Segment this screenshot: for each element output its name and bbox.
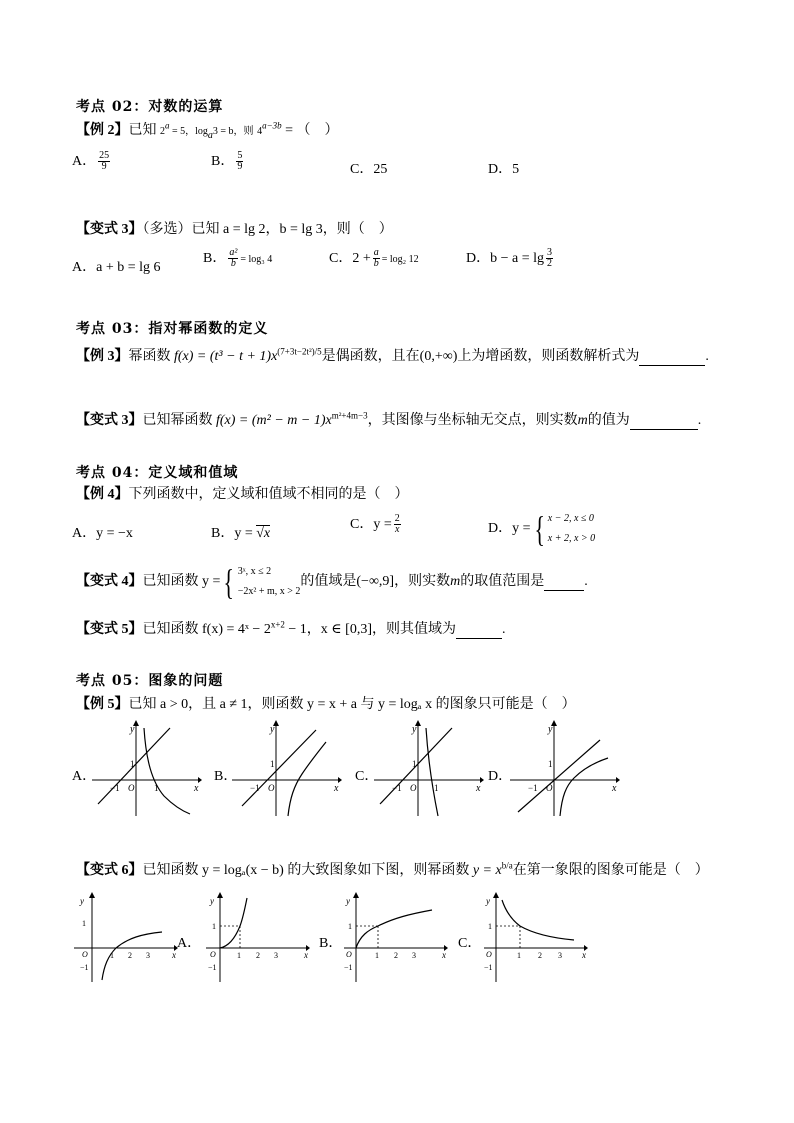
fraction: $\frac{2}{x}$: [394, 512, 400, 536]
svg-text:O: O: [546, 783, 553, 793]
svg-text:y: y: [80, 896, 84, 906]
graph-given-log: [72, 892, 178, 984]
fraction: $\frac{a}{b}$: [373, 246, 379, 270]
svg-text:O: O: [128, 783, 135, 793]
svg-text:x: x: [442, 950, 446, 960]
svg-text:−1: −1: [392, 783, 402, 793]
graph-option-a-power: [204, 892, 310, 984]
option-c[interactable]: C．2 + $\frac{a}{b}$ = log₂ 12: [329, 246, 419, 270]
svg-text:3: 3: [146, 951, 150, 960]
svg-text:x: x: [582, 950, 586, 960]
svg-text:y: y: [346, 896, 350, 906]
svg-text:y: y: [130, 724, 135, 735]
svg-text:y: y: [412, 724, 417, 735]
option-a[interactable]: A．y = −x: [72, 526, 133, 541]
graph-option-c: [372, 720, 484, 820]
svg-text:1: 1: [548, 759, 553, 769]
option-b[interactable]: B．: [319, 936, 343, 951]
option-c[interactable]: C．: [458, 936, 482, 951]
variant-4-question: 【变式 4】已知函数 y ={ 3ˣ, x ≤ 2 −2x² + m, x > 2 的值域是(−∞,9]，则实数m的取值范围是 .: [76, 562, 588, 602]
svg-text:O: O: [82, 950, 88, 959]
svg-text:1: 1: [110, 951, 114, 960]
svg-text:−1: −1: [484, 963, 493, 972]
graph-option-d: [508, 720, 620, 820]
option-d[interactable]: D．y ={ x − 2, x ≤ 0 x + 2, x > 0: [488, 509, 596, 549]
svg-text:−1: −1: [110, 783, 120, 793]
graph-option-b-power: [342, 892, 448, 984]
svg-text:−1: −1: [208, 963, 217, 972]
option-c[interactable]: C．y = $\frac{2}{x}$: [350, 512, 400, 536]
option-d[interactable]: D．b − a = lg $\frac{3}{2}$: [466, 246, 553, 270]
answer-blank[interactable]: [630, 413, 698, 430]
svg-text:2: 2: [256, 951, 260, 960]
svg-text:x: x: [172, 950, 176, 960]
svg-text:y: y: [548, 724, 553, 735]
svg-text:3: 3: [558, 951, 562, 960]
svg-text:−1: −1: [80, 963, 89, 972]
example-5-question: 【例 5】已知 a > 0，且 a ≠ 1，则函数 y = x + a 与 y = logₐ x 的图象只可能是（ ）: [76, 697, 576, 712]
svg-text:1: 1: [348, 922, 352, 931]
svg-text:x: x: [612, 783, 617, 794]
brace: {: [223, 562, 235, 602]
option-a[interactable]: A． $\frac{25}{9}$: [72, 149, 110, 173]
option-c[interactable]: C．25: [350, 162, 388, 177]
svg-text:1: 1: [517, 951, 521, 960]
svg-text:2: 2: [538, 951, 542, 960]
svg-text:1: 1: [434, 783, 439, 793]
fraction: $\frac{3}{2}$: [547, 246, 553, 270]
example-2-question: 【例 2】已知 $2^a = 5$，$\log_a3 = b$，则 $4^{a-3b}$ = （ ）: [76, 120, 339, 141]
option-b[interactable]: B．: [214, 769, 238, 784]
variant-3b-question: 【变式 3】已知幂函数 $f(x) = (m^2 - m - 1)x^{m^2+4m-3}$，其图像与坐标轴无交点，则实数m的值为 .: [76, 410, 702, 428]
graph-option-c-power: [482, 892, 588, 984]
option-b[interactable]: B． $\frac{\text{a²}}{b}$ = log₃ 4: [203, 246, 273, 270]
svg-text:x: x: [194, 783, 199, 794]
variant-5-question: 【变式 5】已知函数 f(x) = 4ˣ − $2^{x+2} - 1$，x ∈ [0,3]，则其值域为 .: [76, 619, 506, 637]
svg-text:O: O: [210, 950, 216, 959]
svg-text:y: y: [486, 896, 490, 906]
option-a[interactable]: A．a + b = lg 6: [72, 260, 161, 275]
svg-text:1: 1: [154, 783, 159, 793]
example-4-question: 【例 4】下列函数中，定义域和值域不相同的是（ ）: [76, 487, 409, 502]
svg-text:O: O: [410, 783, 417, 793]
svg-text:1: 1: [270, 759, 275, 769]
option-c[interactable]: C．: [355, 769, 379, 784]
option-a[interactable]: A．: [177, 936, 202, 951]
svg-text:−1: −1: [528, 783, 538, 793]
answer-blank[interactable]: [456, 622, 502, 639]
brace: {: [533, 509, 545, 549]
svg-text:O: O: [346, 950, 352, 959]
option-b[interactable]: B．y = √x: [211, 526, 271, 541]
example-3-question: 【例 3】幂函数 $f(x) = (t^3 - t + 1)x^{(7+3t-2t^2)/5}$是偶函数，且在(0,+∞)上为增函数，则函数解析式为 .: [76, 346, 709, 364]
svg-text:O: O: [486, 950, 492, 959]
option-b[interactable]: B． $\frac{5}{9}$: [211, 149, 243, 173]
svg-text:1: 1: [237, 951, 241, 960]
option-d[interactable]: D．: [488, 769, 513, 784]
example-tag: 【例 2】: [76, 123, 129, 138]
svg-text:1: 1: [412, 759, 417, 769]
section-title-05: 考点 05：图象的问题: [76, 673, 224, 689]
svg-text:y: y: [270, 724, 275, 735]
svg-text:x: x: [334, 783, 339, 794]
svg-text:x: x: [304, 950, 308, 960]
svg-text:1: 1: [375, 951, 379, 960]
svg-text:y: y: [210, 896, 214, 906]
answer-blank[interactable]: [639, 349, 705, 366]
svg-text:2: 2: [128, 951, 132, 960]
fraction: $\frac{25}{9}$: [99, 149, 110, 173]
svg-text:3: 3: [274, 951, 278, 960]
svg-text:1: 1: [82, 919, 86, 928]
svg-text:1: 1: [488, 922, 492, 931]
svg-text:1: 1: [130, 759, 135, 769]
section-title-04: 考点 04：定义域和值域: [76, 465, 239, 481]
svg-text:x: x: [476, 783, 481, 794]
option-a[interactable]: A．: [72, 769, 97, 784]
svg-text:1: 1: [212, 922, 216, 931]
variant-6-question: 【变式 6】已知函数 y = logₐ(x − b) 的大致图象如下图，则幂函数 $y = x^{b/a}$在第一象限的图象可能是（ ）: [76, 860, 709, 878]
fraction: $\frac{5}{9}$: [237, 149, 243, 173]
svg-text:−1: −1: [250, 783, 260, 793]
svg-text:2: 2: [394, 951, 398, 960]
graph-option-b: [230, 720, 342, 820]
section-title-03: 考点 03：指对幂函数的定义: [76, 321, 269, 337]
fraction: $\frac{\text{a²}}{b}$: [229, 246, 238, 270]
option-d[interactable]: D．5: [488, 162, 520, 177]
section-title-02: 考点 02：对数的运算: [76, 99, 224, 115]
svg-text:O: O: [268, 783, 275, 793]
variant-3-question: 【变式 3】（多选）已知 a = lg 2，b = lg 3，则（ ）: [76, 222, 393, 237]
graph-option-a: [90, 720, 202, 820]
answer-blank[interactable]: [544, 574, 584, 591]
svg-text:3: 3: [412, 951, 416, 960]
svg-text:−1: −1: [344, 963, 353, 972]
